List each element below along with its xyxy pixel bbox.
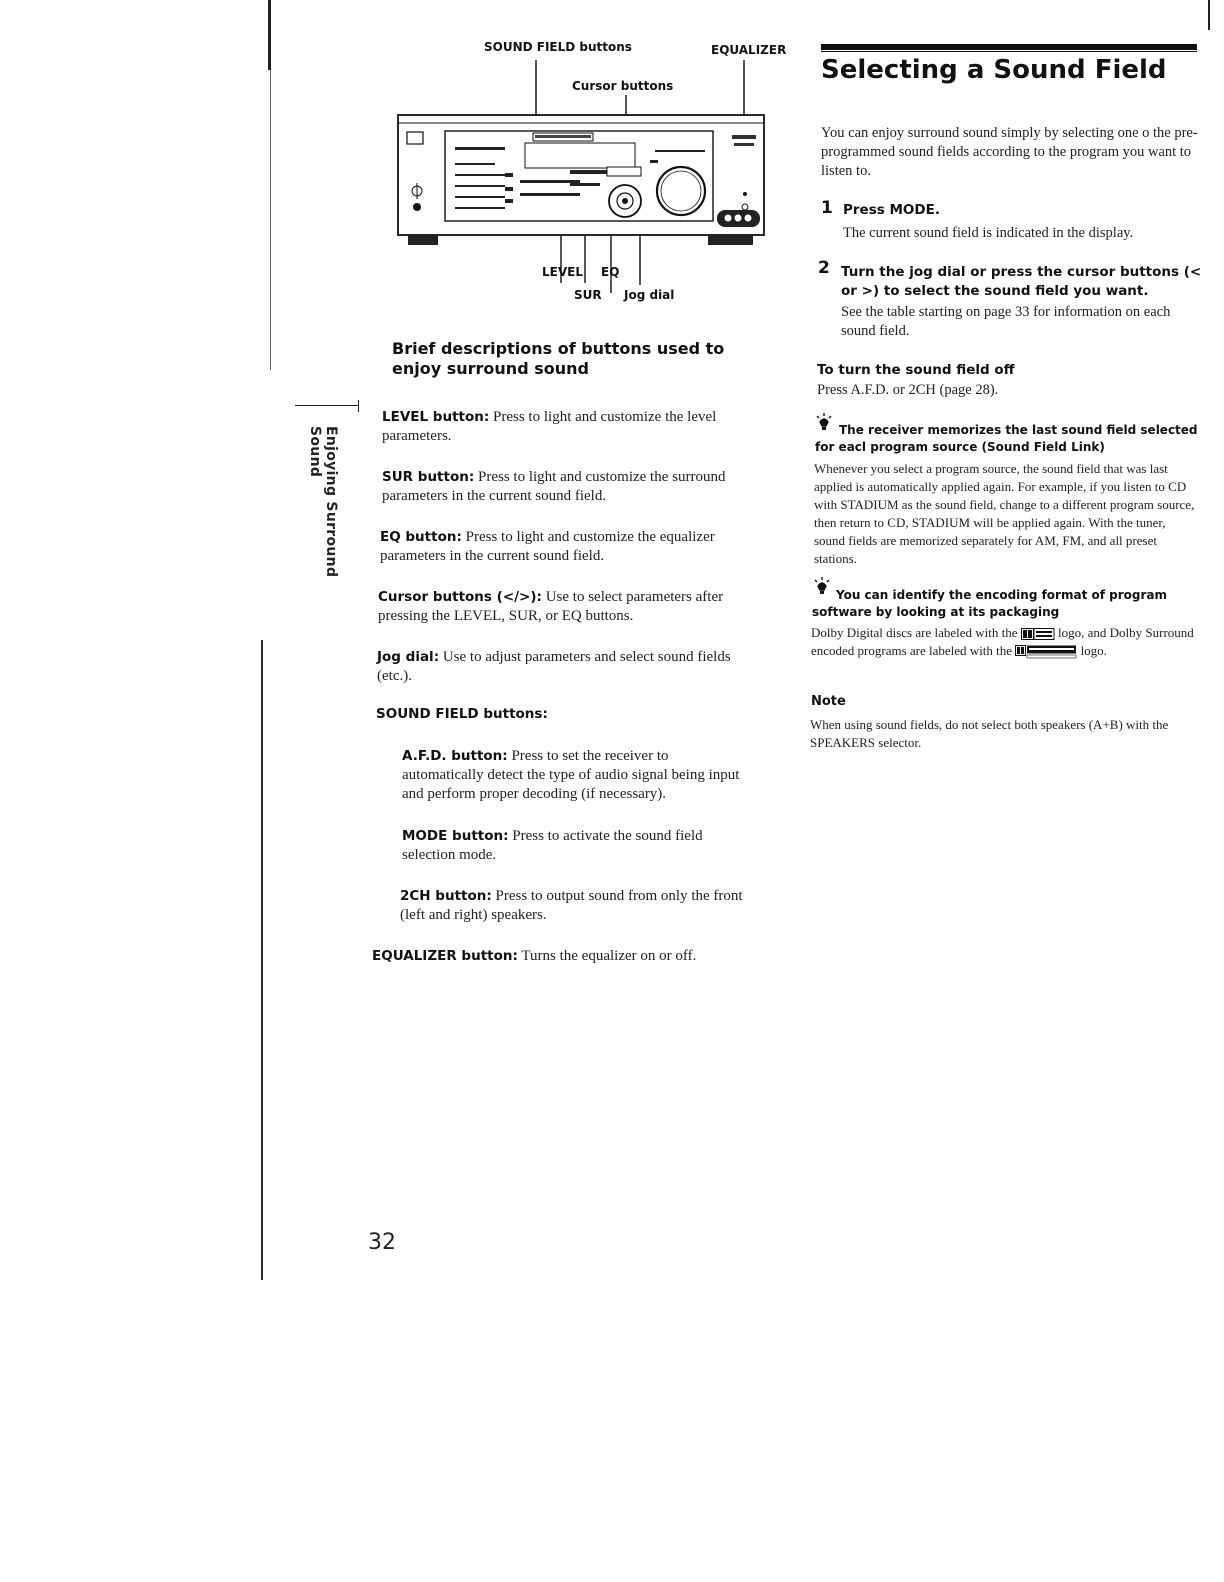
scan-edge-line: [1208, 0, 1210, 30]
desc-afd-button: [402, 747, 752, 804]
term: EQ button:: [380, 529, 462, 545]
step-heading: Turn the jog dial or press the cursor buttons (< or >) to select the sound field you want.: [841, 264, 1202, 299]
title-rule: [821, 44, 1197, 50]
definition: Use to select parameters after pressing the LEVEL, SUR, or EQ buttons.: [378, 589, 724, 624]
desc-cursor-buttons: [378, 588, 758, 626]
receiver-front-panel-illustration: [395, 55, 775, 310]
term: LEVEL button:: [382, 409, 490, 425]
title-rule: [821, 51, 1197, 52]
tip-sound-field-link-heading: The receiver memorizes the last sound field selected for eacl program source (Sound Field Link): [815, 423, 1198, 454]
term: Cursor buttons (</>):: [378, 589, 542, 605]
step-heading: Press MODE.: [843, 202, 940, 218]
heading-line: Brief descriptions of buttons used to: [392, 339, 725, 358]
definition: Use to adjust parameters and select sound fields (etc.).: [377, 649, 731, 684]
side-tab-rule: [295, 405, 359, 406]
callout-eq: EQ: [601, 265, 620, 279]
callout-level: LEVEL: [542, 265, 583, 279]
definition: Press to light and customize the level parameters.: [382, 409, 717, 444]
heading-line: enjoy surround sound: [392, 359, 589, 378]
tip-text: logo.: [1080, 643, 1107, 658]
term: A.F.D. button:: [402, 748, 508, 764]
turn-off-text: Press A.F.D. or 2CH (page 28).: [817, 382, 999, 398]
page-number: 32: [368, 1230, 396, 1255]
tip-encoding-format-heading: You can identify the encoding format of program software by looking at its packaging: [812, 588, 1167, 619]
step-body: See the table starting on page 33 for information on each sound field.: [841, 304, 1171, 339]
side-tab-rule: [358, 400, 359, 412]
term: MODE button:: [402, 828, 509, 844]
term: SUR button:: [382, 469, 475, 485]
callout-sound-field-buttons: SOUND FIELD buttons: [484, 40, 632, 54]
scan-edge-line: [261, 640, 263, 1280]
note-body: When using sound fields, do not select both speakers (A+B) with the SPEAKERS selector.: [810, 717, 1169, 750]
definition: Press to light and customize the surround parameters in the current sound field.: [382, 469, 726, 504]
desc-equalizer-button: [372, 947, 772, 966]
step-number: 1: [821, 198, 833, 218]
tip-sound-field-link-body: Whenever you select a program source, the sound field that was last applied is automatically applied again. For example, if you listen to CD with STADIUM as the sound field, change to a different program source, then return to CD, STADIUM will be applied again. With the tuner, sound fields are memorized separately for AM, FM, and all preset stations.: [814, 461, 1195, 566]
tip-encoding-format-body: [811, 624, 1196, 660]
term: EQUALIZER button:: [372, 948, 518, 964]
dolby-surround-pro-logic-logo-icon: [1015, 645, 1077, 659]
step-number: 2: [818, 258, 830, 278]
desc-2ch-button: [400, 887, 750, 925]
callout-sur: SUR: [574, 288, 602, 302]
dolby-digital-logo-icon: [1021, 628, 1055, 640]
desc-sur-button: [382, 468, 762, 506]
callout-cursor-buttons: Cursor buttons: [572, 79, 674, 93]
desc-eq-button: [380, 528, 760, 566]
definition: Press to activate the sound field selection mode.: [402, 828, 703, 863]
tip-text: Dolby Digital discs are labeled with the: [811, 625, 1018, 640]
definition: Press to output sound from only the front (left and right) speakers.: [400, 888, 743, 923]
desc-jog-dial: [377, 648, 767, 686]
term: Jog dial:: [377, 649, 440, 665]
scan-edge-line: [268, 0, 271, 70]
callout-jog-dial: Jog dial: [624, 288, 675, 302]
note-heading: Note: [811, 694, 846, 709]
scan-edge-line: [270, 70, 271, 370]
brief-descriptions-heading: [392, 339, 772, 379]
turn-off-heading: To turn the sound field off: [817, 362, 1015, 378]
tip-text: logo, and Dolby Surround encoded programs are labeled with the: [811, 625, 1194, 658]
intro-paragraph: You can enjoy surround sound simply by selecting one o the pre-programmed sound fields according to the program you want to listen to.: [821, 125, 1198, 179]
definition: Turns the equalizer on or off.: [517, 948, 697, 964]
term: 2CH button:: [400, 888, 492, 904]
definition: Press to light and customize the equalizer parameters in the current sound field.: [380, 529, 715, 564]
page-title: Selecting a Sound Field: [821, 55, 1167, 85]
desc-mode-button: [402, 827, 752, 865]
sound-field-buttons-heading: SOUND FIELD buttons:: [376, 706, 548, 722]
section-side-tab: Enjoying Surround Sound: [307, 426, 339, 578]
definition: Press to set the receiver to automatically detect the type of audio signal being input and perform proper decoding (if necessary).: [402, 748, 740, 802]
step-body: The current sound field is indicated in the display.: [843, 225, 1134, 241]
callout-equalizer: EQUALIZER: [711, 43, 787, 57]
desc-level-button: [382, 408, 762, 446]
